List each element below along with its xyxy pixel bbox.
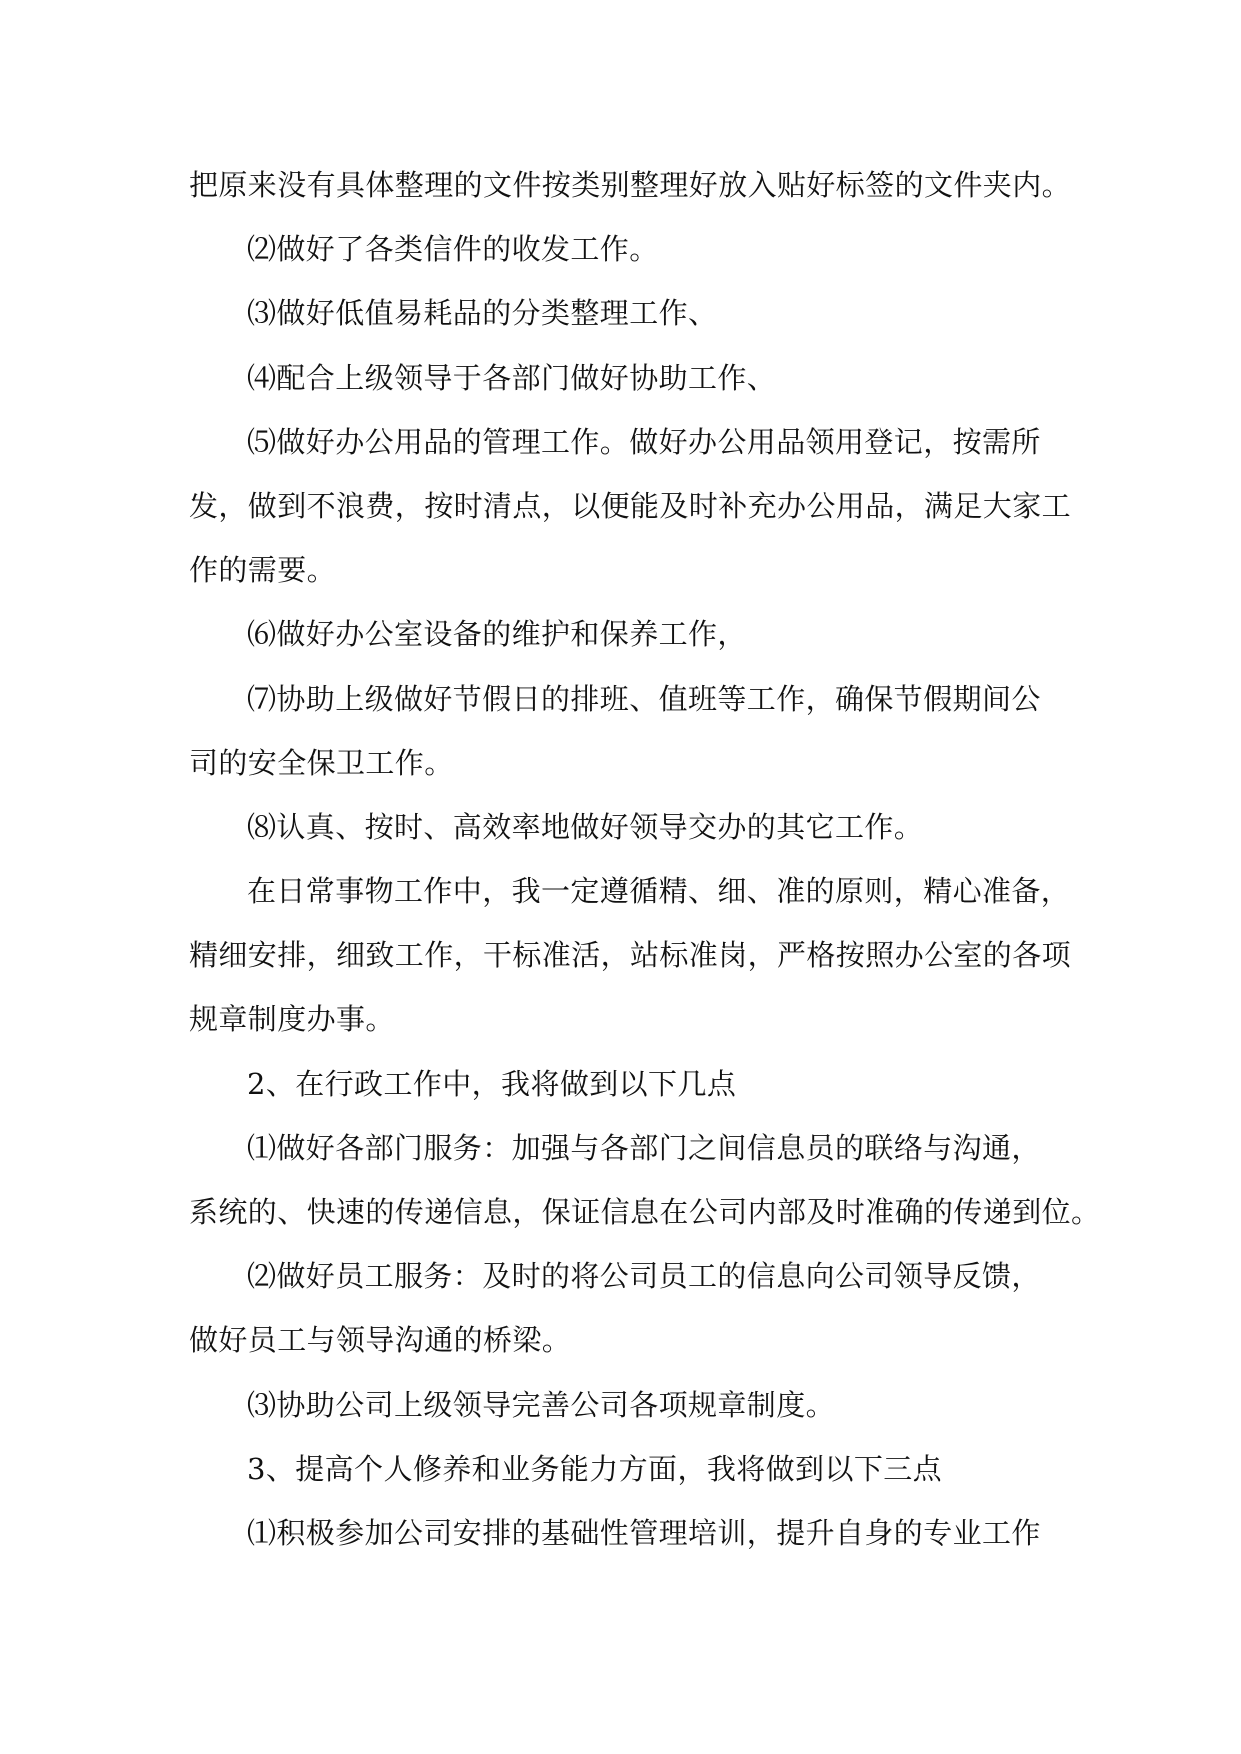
document-body	[189, 153, 1101, 1565]
paragraph-line: ⑴积极参加公司安排的基础性管理培训，提升自身的专业工作	[247, 1515, 1041, 1550]
paragraph-line: 把原来没有具体整理的文件按类别整理好放入贴好标签的文件夹内。	[189, 168, 1072, 202]
paragraph-line: ⑸做好办公用品的管理工作。做好办公用品领用登记，按需所	[247, 424, 1041, 459]
paragraph-line: ⑵做好员工服务：及时的将公司员工的信息向公司领导反馈，	[247, 1259, 1041, 1294]
paragraph-line: ⑶做好低值易耗品的分类整理工作、	[247, 296, 718, 331]
paragraph-line: 司的安全保卫工作。	[189, 745, 454, 780]
paragraph-line: 精细安排，细致工作，干标准活，站标准岗，严格按照办公室的各项	[189, 938, 1072, 973]
paragraph-line: 规章制度办事。	[189, 1002, 395, 1037]
paragraph-line: 发，做到不浪费，按时清点，以便能及时补充办公用品，满足大家工	[189, 488, 1072, 523]
section-heading: 2、在行政工作中，我将做到以下几点	[247, 1066, 737, 1101]
paragraph-line: 在日常事物工作中，我一定遵循精、细、准的原则，精心准备，	[247, 874, 1071, 909]
paragraph-line: ⑷配合上级领导于各部门做好协助工作、	[247, 360, 777, 395]
paragraph-line: ⑺协助上级做好节假日的排班、值班等工作，确保节假期间公	[247, 681, 1041, 716]
paragraph-line: 系统的、快速的传递信息，保证信息在公司内部及时准确的传递到位。	[189, 1195, 1101, 1229]
paragraph-line: ⑶协助公司上级领导完善公司各项规章制度。	[247, 1387, 836, 1422]
paragraph-line: ⑹做好办公室设备的维护和保养工作，	[247, 617, 747, 652]
paragraph-line: 作的需要。	[189, 553, 337, 588]
paragraph-line: ⑴做好各部门服务：加强与各部门之间信息员的联络与沟通，	[247, 1130, 1041, 1165]
paragraph-line: ⑵做好了各类信件的收发工作。	[247, 232, 659, 267]
paragraph-line: ⑻认真、按时、高效率地做好领导交办的其它工作。	[247, 809, 924, 844]
section-heading: 3、提高个人修养和业务能力方面，我将做到以下三点	[247, 1451, 943, 1486]
paragraph-line: 做好员工与领导沟通的桥梁。	[189, 1323, 572, 1358]
